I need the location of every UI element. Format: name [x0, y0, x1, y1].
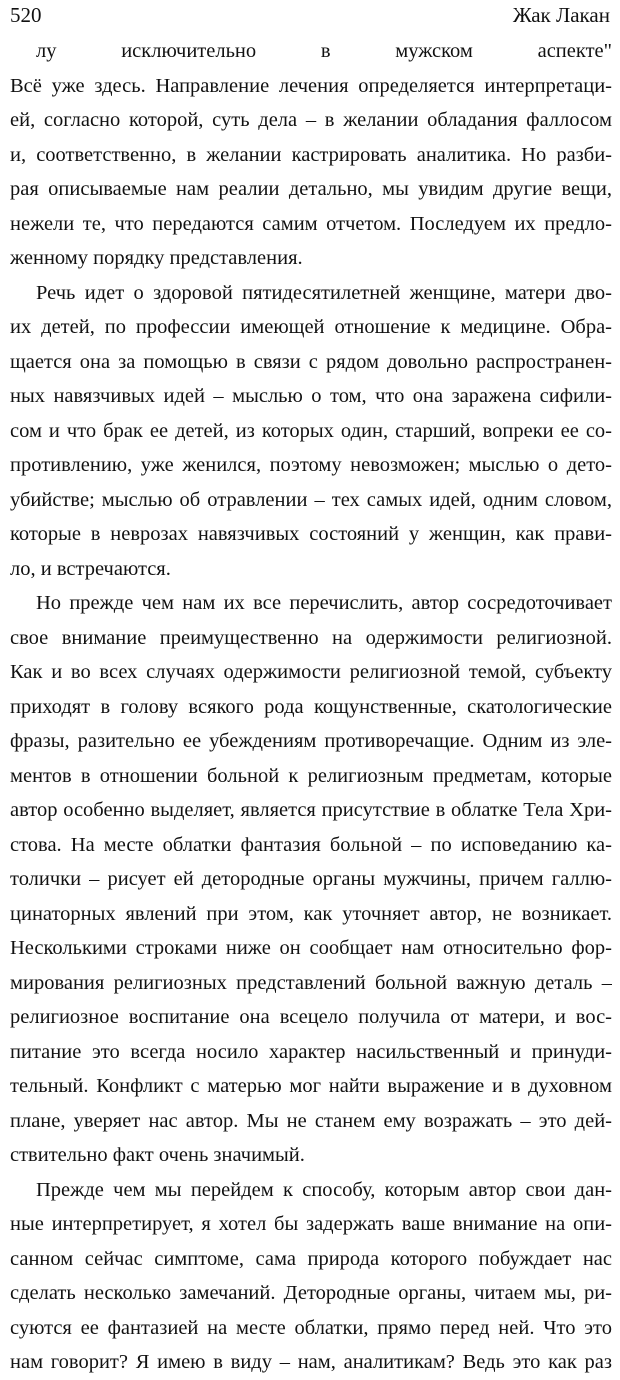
text-line: их детей, по профессии имеющей отношение к медицине. Обра-	[10, 316, 612, 338]
page-header	[10, 0, 610, 30]
text-line: ло, и встречаются.	[10, 557, 171, 580]
text-line: лу исключительно в мужском аспекте"	[36, 40, 612, 62]
text-line: и, соответственно, в желании кастрировать аналитика. Но разби-	[10, 143, 612, 166]
text-line: плане, уверяет нас автор. Мы не станем ему возражать – это дей-	[10, 1109, 612, 1132]
text-line: которые в неврозах навязчивых состояний у женщин, как прави-	[10, 523, 612, 545]
text-line: суются ее фантазией на месте облатки, прямо перед ней. Что это	[10, 1316, 612, 1339]
text-line: нам говорит? Я имею в виду – нам, аналитикам? Ведь это как раз	[10, 1351, 612, 1373]
text-line: санном сейчас симптоме, сама природа которого побуждает нас	[10, 1247, 612, 1270]
text-line: сом и что брак ее детей, из которых один, старший, вопреки ее со-	[10, 419, 612, 442]
text-line: питание это всегда носило характер насильственный и принуди-	[10, 1040, 612, 1063]
body-text	[10, 34, 612, 1380]
text-line: рая описываемые нам реалии детально, мы увидим другие вещи,	[10, 178, 612, 200]
text-line: цинаторных явлений при этом, как уточняет автор, не возникает.	[10, 902, 612, 925]
text-line: ствительно факт очень значимый.	[10, 1144, 305, 1166]
text-line: Всё уже здесь. Направление лечения определяется интерпретаци-	[10, 74, 612, 97]
text-line: ные интерпретирует, я хотел бы задержать ваше внимание на опи-	[10, 1213, 612, 1235]
text-line: Речь идет о здоровой пятидесятилетней женщине, матери дво-	[36, 281, 612, 304]
text-line: толички – рисует ей детородные органы мужчины, причем галлю-	[10, 868, 612, 890]
text-line: Несколькими строками ниже он сообщает нам относительно фор-	[10, 937, 612, 959]
running-title: Жак Лакан	[512, 3, 610, 27]
text-line: нежели те, что передаются самим отчетом. Последуем их предло-	[10, 212, 612, 235]
text-line: стова. На месте облатки фантазия больной – по исповеданию ка-	[10, 833, 612, 856]
text-line: Прежде чем мы перейдем к способу, которым автор свои дан-	[36, 1178, 612, 1201]
text-line: сделать несколько замечаний. Детородные органы, читаем мы, ри-	[10, 1282, 612, 1304]
text-line: убийстве; мыслью об отравлении – тех самых идей, одним словом,	[10, 488, 612, 511]
text-line: свое внимание преимущественно на одержимости религиозной.	[10, 626, 612, 649]
text-line: автор особенно выделяет, является присутствие в облатке Тела Хри-	[10, 799, 612, 821]
text-line: мирования религиозных представлений больной важную деталь –	[10, 971, 612, 994]
text-line: ей, согласно которой, суть дела – в желании обладания фаллосом	[10, 109, 612, 131]
text-line: религиозное воспитание она всецело получила от матери, и вос-	[10, 1006, 612, 1028]
text-line: Как и во всех случаях одержимости религиозной темой, субъекту	[10, 661, 612, 683]
text-line: ментов в отношении больной к религиозным предметам, которые	[10, 764, 612, 787]
text-line: фразы, разительно ее убеждениям противоречащие. Одним из эле-	[10, 730, 612, 752]
text-line: женному порядку представления.	[10, 247, 303, 269]
text-line: ных навязчивых идей – мыслью о том, что она заражена сифили-	[10, 385, 612, 407]
text-line: щается она за помощью в связи с рядом довольно распространен-	[10, 350, 612, 373]
page-number: 520	[10, 3, 42, 27]
text-line: Но прежде чем нам их все перечислить, автор сосредоточивает	[36, 592, 612, 614]
text-line: противлению, уже женился, поэтому невозможен; мыслью о дето-	[10, 454, 612, 476]
text-line: тельный. Конфликт с матерью мог найти выражение и в духовном	[10, 1075, 612, 1097]
text-line: приходят в голову всякого рода кощунственные, скатологические	[10, 695, 612, 718]
